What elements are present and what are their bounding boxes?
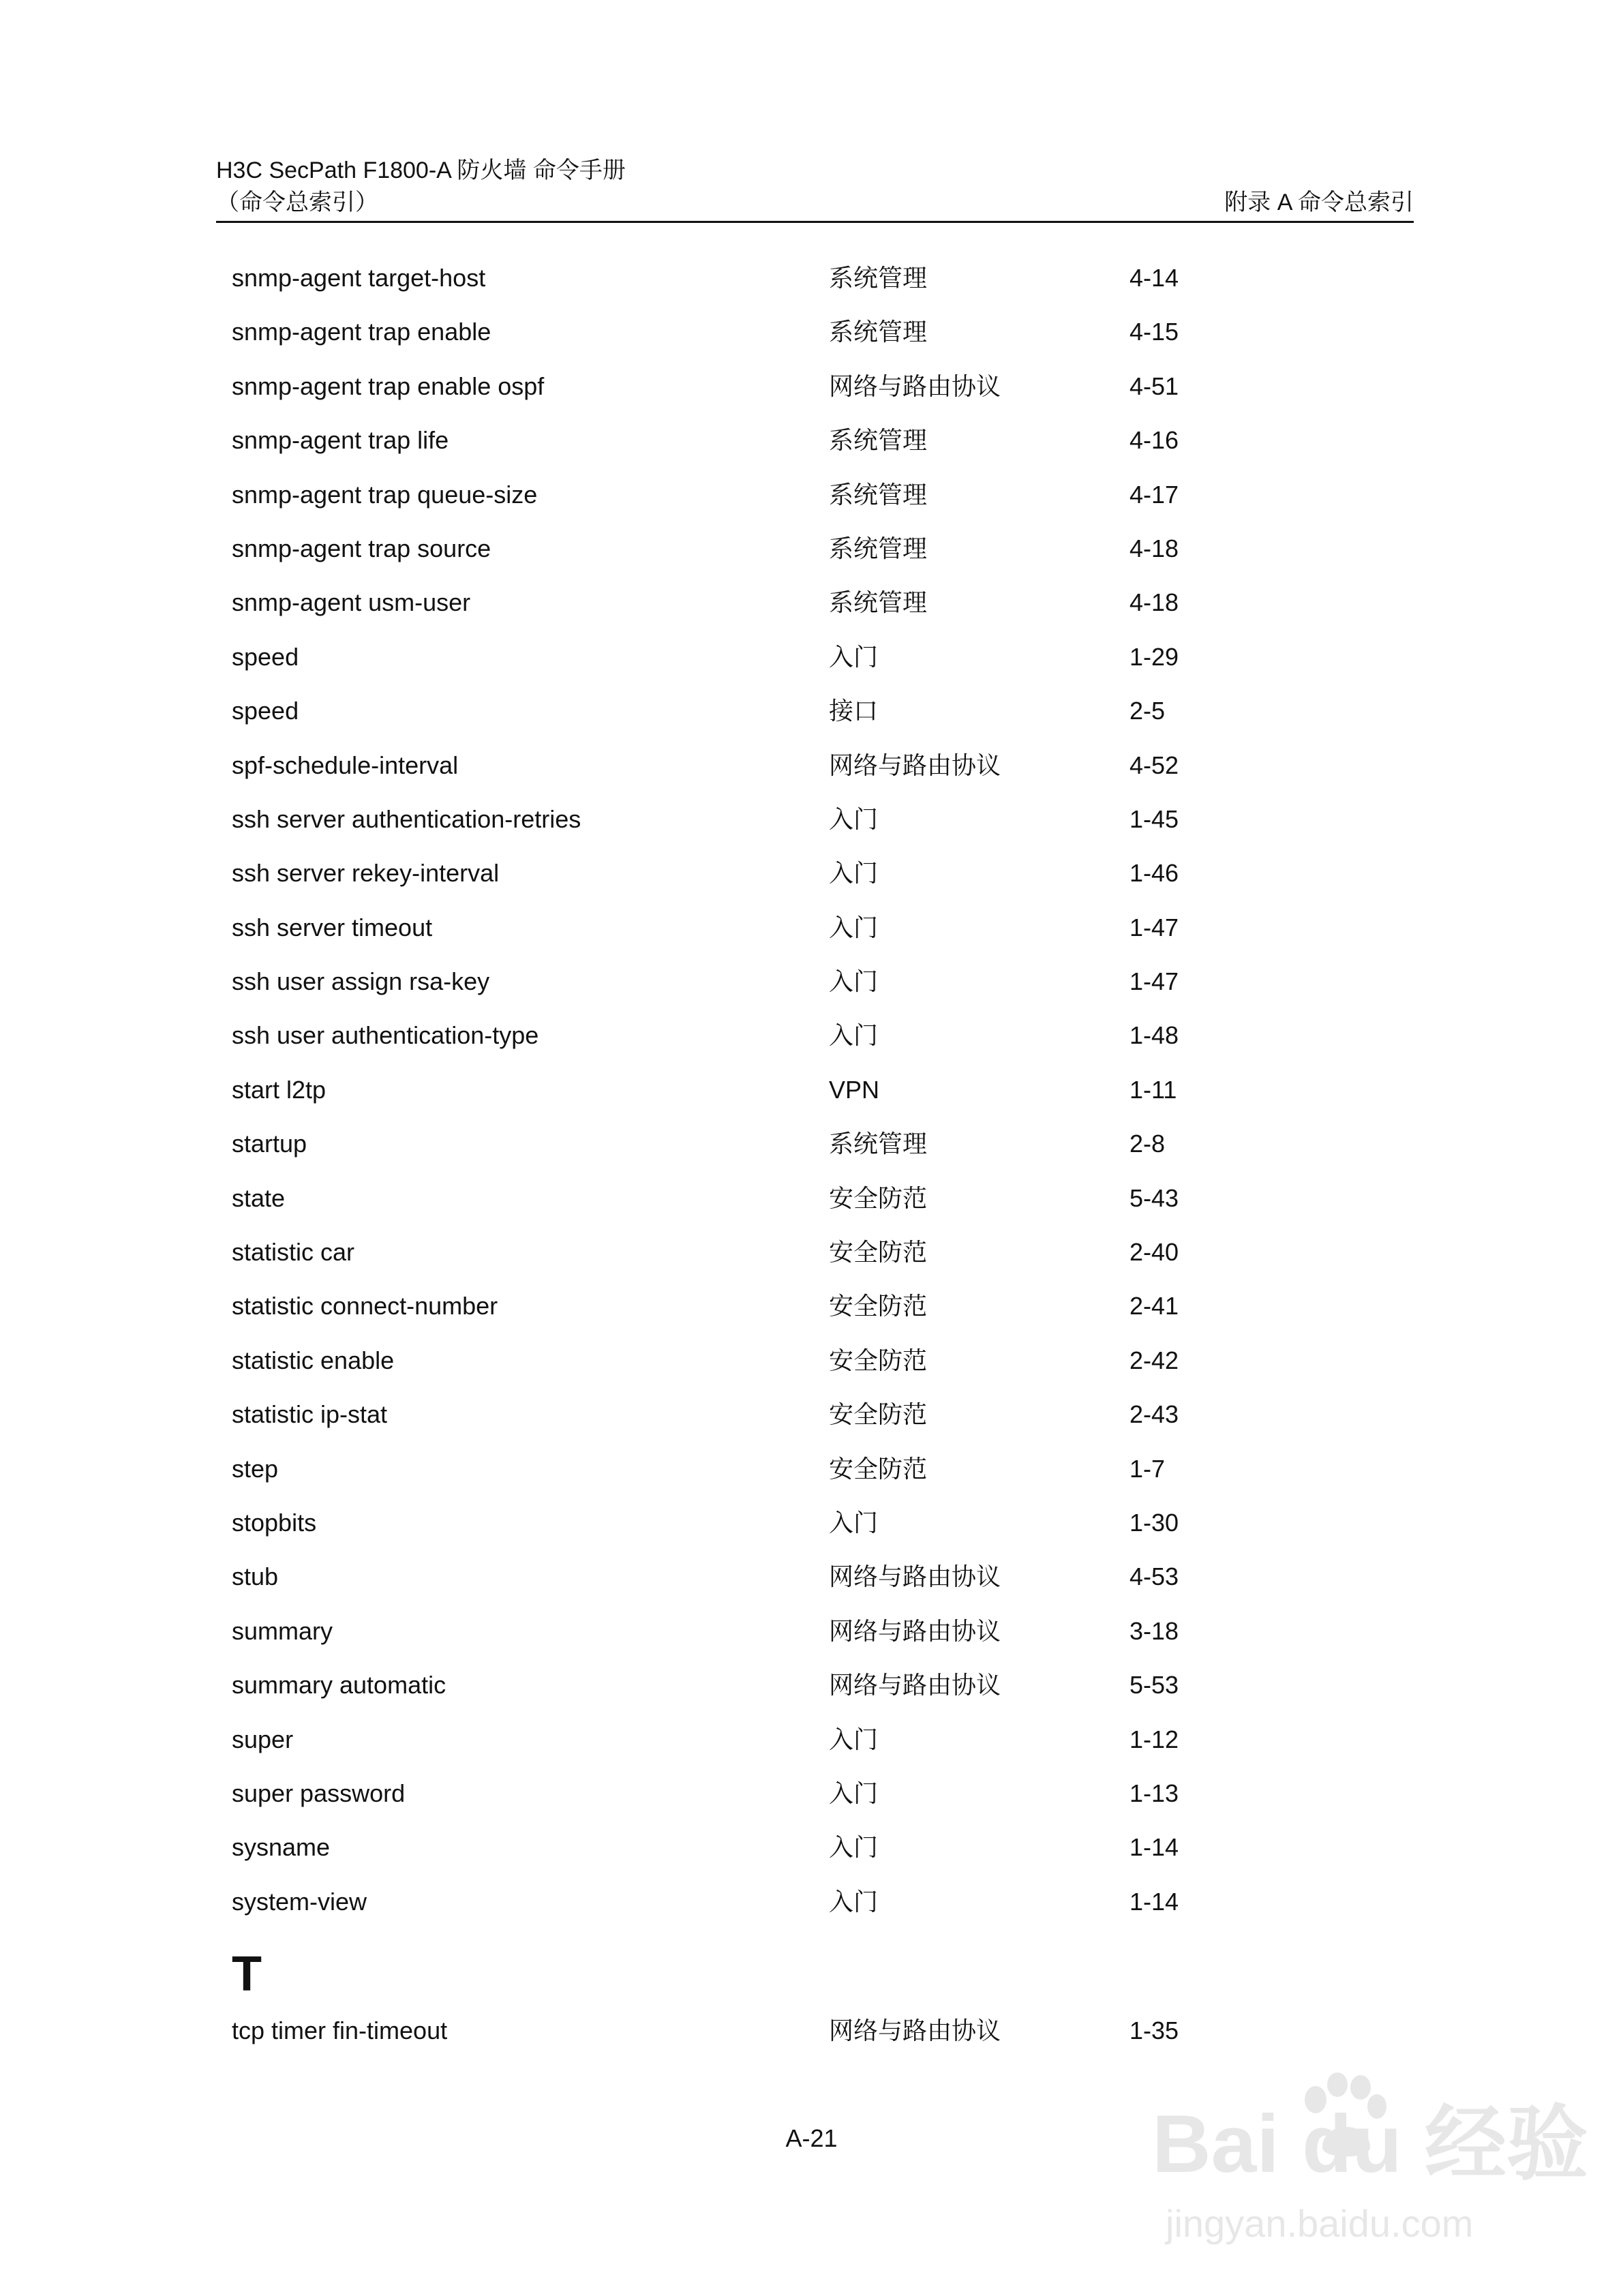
command-name: statistic enable (232, 1346, 395, 1374)
command-page-ref: 4-17 (1129, 480, 1179, 509)
command-page-ref: 4-51 (1129, 372, 1179, 400)
command-page-ref: 1-47 (1129, 913, 1179, 941)
command-category: 系统管理 (829, 318, 928, 346)
command-page-ref: 2-42 (1129, 1346, 1179, 1374)
command-page-ref: 2-40 (1129, 1238, 1179, 1267)
command-category: 网络与路由协议 (829, 1671, 1001, 1700)
index-row (232, 1828, 1391, 1882)
index-row (232, 1342, 1391, 1395)
command-index (232, 259, 1391, 2066)
command-category: 入门 (829, 642, 879, 671)
command-name: ssh user assign rsa-key (232, 967, 490, 996)
command-category: 系统管理 (829, 426, 928, 455)
index-row (232, 800, 1391, 854)
command-name: snmp-agent trap source (232, 534, 491, 562)
index-row (232, 367, 1391, 421)
page-number: A-21 (785, 2124, 838, 2152)
command-name: system-view (232, 1887, 367, 1916)
index-row (232, 1558, 1391, 1612)
command-page-ref: 4-53 (1129, 1562, 1179, 1591)
index-row (232, 530, 1391, 584)
index-row (232, 259, 1391, 313)
command-name: state (232, 1183, 286, 1212)
command-category: 入门 (829, 804, 879, 833)
command-page-ref: 1-47 (1129, 967, 1179, 996)
index-row (232, 1450, 1391, 1504)
command-page-ref: 4-18 (1129, 588, 1179, 617)
index-row (232, 638, 1391, 692)
index-row (232, 1504, 1391, 1558)
index-row (232, 1179, 1391, 1233)
command-category: 安全防范 (829, 1346, 928, 1374)
command-name: ssh user authentication-type (232, 1021, 539, 1050)
command-page-ref: 1-29 (1129, 642, 1179, 671)
index-row (232, 1395, 1391, 1449)
baidu-jingyan-watermark (1152, 2072, 1589, 2250)
command-name: super (232, 1725, 294, 1753)
command-page-ref: 2-41 (1129, 1292, 1179, 1320)
index-row (232, 476, 1391, 530)
index-row (232, 1016, 1391, 1070)
index-row (232, 1721, 1391, 1774)
command-name: speed (232, 642, 299, 671)
command-name: stopbits (232, 1508, 317, 1537)
index-row (232, 1125, 1391, 1179)
index-row (232, 1233, 1391, 1287)
manual-subtitle: （命令总索引） (216, 190, 378, 215)
command-name: ssh server rekey-interval (232, 859, 500, 888)
command-category: 入门 (829, 1021, 879, 1050)
running-header (216, 155, 1414, 224)
command-name: speed (232, 697, 299, 725)
watermark-logo-text: Bai du 经验 (1152, 2098, 1589, 2190)
command-name: statistic car (232, 1238, 355, 1267)
command-category: 系统管理 (829, 588, 928, 617)
chapter-title: 附录 A 命令总索引 (1224, 190, 1414, 215)
command-category: 系统管理 (829, 480, 928, 509)
command-name: snmp-agent trap life (232, 426, 449, 455)
command-page-ref: 1-7 (1129, 1454, 1166, 1483)
command-name: snmp-agent trap enable (232, 318, 491, 346)
command-category: 入门 (829, 913, 879, 941)
command-page-ref: 1-35 (1129, 2016, 1179, 2045)
header-divider (216, 221, 1414, 223)
command-name: super password (232, 1779, 406, 1807)
watermark-url: jingyan.baidu.com (1166, 2202, 1474, 2245)
index-rows-t (232, 2012, 1391, 2066)
command-page-ref: 4-16 (1129, 426, 1179, 455)
command-name: spf-schedule-interval (232, 751, 459, 779)
command-category: 入门 (829, 1887, 879, 1916)
command-category: 入门 (829, 1779, 879, 1807)
command-category: 入门 (829, 1725, 879, 1753)
command-category: 入门 (829, 859, 879, 888)
command-name: ssh server authentication-retries (232, 804, 581, 833)
index-row (232, 2012, 1391, 2066)
command-name: startup (232, 1130, 307, 1158)
index-row (232, 313, 1391, 367)
command-category: 入门 (829, 1833, 879, 1862)
command-page-ref: 1-46 (1129, 859, 1179, 888)
section-letter: T (232, 1947, 262, 2002)
command-category: 系统管理 (829, 534, 928, 562)
command-category: 安全防范 (829, 1292, 928, 1320)
command-page-ref: 4-52 (1129, 751, 1179, 779)
manual-title: H3C SecPath F1800-A 防火墙 命令手册 (216, 157, 626, 183)
command-name: start l2tp (232, 1075, 327, 1104)
command-category: 网络与路由协议 (829, 372, 1001, 400)
command-name: summary (232, 1616, 333, 1645)
command-category: 安全防范 (829, 1238, 928, 1267)
index-row (232, 421, 1391, 475)
command-category: 系统管理 (829, 264, 928, 292)
command-name: snmp-agent target-host (232, 264, 486, 292)
command-page-ref: 1-12 (1129, 1725, 1179, 1753)
index-row (232, 854, 1391, 908)
command-category: 网络与路由协议 (829, 751, 1001, 779)
command-name: summary automatic (232, 1671, 446, 1700)
command-page-ref: 1-30 (1129, 1508, 1179, 1537)
command-page-ref: 2-43 (1129, 1400, 1179, 1429)
command-page-ref: 2-8 (1129, 1130, 1166, 1158)
command-category: 安全防范 (829, 1454, 928, 1483)
index-row (232, 1612, 1391, 1666)
command-page-ref: 1-48 (1129, 1021, 1179, 1050)
command-page-ref: 4-18 (1129, 534, 1179, 562)
command-name: statistic connect-number (232, 1292, 498, 1320)
index-row (232, 692, 1391, 746)
index-row (232, 1883, 1391, 1937)
command-name: ssh server timeout (232, 913, 433, 941)
command-page-ref: 1-14 (1129, 1833, 1179, 1862)
command-category: 安全防范 (829, 1400, 928, 1429)
command-page-ref: 5-43 (1129, 1183, 1179, 1212)
command-page-ref: 1-11 (1129, 1075, 1177, 1104)
command-page-ref: 4-14 (1129, 264, 1179, 292)
command-name: tcp timer fin-timeout (232, 2016, 448, 2045)
command-name: statistic ip-stat (232, 1400, 388, 1429)
command-name: snmp-agent trap enable ospf (232, 372, 545, 400)
command-category: VPN (829, 1075, 880, 1104)
command-name: snmp-agent usm-user (232, 588, 471, 617)
index-row (232, 584, 1391, 637)
index-row (232, 1287, 1391, 1341)
command-page-ref: 5-53 (1129, 1671, 1179, 1700)
index-row (232, 746, 1391, 800)
command-name: step (232, 1454, 279, 1483)
index-row (232, 1071, 1391, 1125)
index-row (232, 909, 1391, 963)
index-row (232, 1774, 1391, 1828)
command-category: 网络与路由协议 (829, 2016, 1001, 2045)
command-category: 系统管理 (829, 1130, 928, 1158)
command-page-ref: 3-18 (1129, 1616, 1179, 1645)
command-name: stub (232, 1562, 279, 1591)
command-page-ref: 4-15 (1129, 318, 1179, 346)
command-category: 安全防范 (829, 1183, 928, 1212)
index-rows-s (232, 259, 1391, 1937)
command-category: 入门 (829, 967, 879, 996)
command-category: 网络与路由协议 (829, 1562, 1001, 1591)
index-row (232, 1666, 1391, 1720)
command-category: 网络与路由协议 (829, 1616, 1001, 1645)
command-page-ref: 1-13 (1129, 1779, 1179, 1807)
index-row (232, 963, 1391, 1016)
command-name: snmp-agent trap queue-size (232, 480, 538, 509)
command-page-ref: 1-45 (1129, 804, 1179, 833)
command-name: sysname (232, 1833, 331, 1862)
command-category: 入门 (829, 1508, 879, 1537)
command-page-ref: 1-14 (1129, 1887, 1179, 1916)
command-page-ref: 2-5 (1129, 697, 1166, 725)
command-category: 接口 (829, 697, 879, 725)
